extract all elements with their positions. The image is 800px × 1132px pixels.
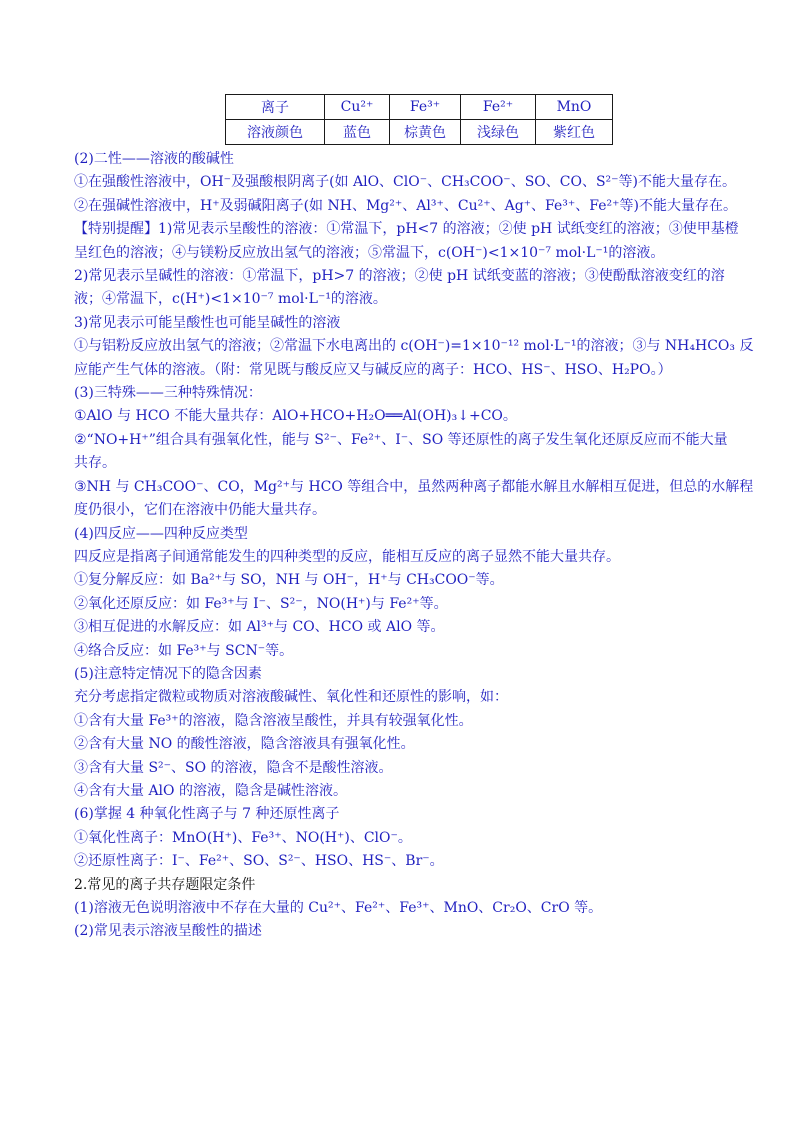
text-line: 共存。 — [74, 455, 116, 472]
table-cell: 紫红色 — [536, 120, 613, 145]
text-line: 液；④常温下，c(H⁺)<1×10⁻⁷ mol·L⁻¹的溶液。 — [74, 291, 387, 308]
section-heading: (2)二性——溶液的酸碱性 — [74, 151, 234, 167]
table-cell: 浅绿色 — [461, 120, 536, 145]
document-body — [74, 148, 754, 944]
text-line: ②“NO+H⁺”组合具有强氧化性，能与 S²⁻、Fe²⁺、I⁻、SO 等还原性的离子发生氧化还原反应而不能大量 — [74, 431, 728, 448]
table-cell: 蓝色 — [325, 120, 390, 145]
table-cell: 离子 — [226, 95, 325, 120]
text-line: 呈红色的溶液；④与镁粉反应放出氢气的溶液；⑤常温下，c(OH⁻)<1×10⁻⁷ mol·L⁻¹的溶液。 — [74, 244, 665, 261]
table-cell: Fe²⁺ — [461, 95, 536, 120]
text-line: ③NH 与 CH₃COO⁻、CO，Mg²⁺与 HCO 等组合中，虽然两种离子都能水解且水解相互促进，但总的水解程 — [74, 478, 754, 495]
text-line: 应能产生气体的溶液。（附：常见既与酸反应又与碱反应的离子：HCO、HS⁻、HSO、H₂PO。） — [74, 361, 672, 378]
text-line: ①氧化性离子：MnO(H⁺)、Fe³⁺、NO(H⁺)、ClO⁻。 — [74, 829, 412, 846]
text-line: 3)常见表示可能呈酸性也可能呈碱性的溶液 — [74, 314, 341, 331]
ion-color-table — [225, 94, 613, 145]
section-heading: (2)常见表示溶液呈酸性的描述 — [74, 923, 262, 940]
text-line: ④络合反应：如 Fe³⁺与 SCN⁻等。 — [74, 642, 294, 659]
text-line: ①与铝粉反应放出氢气的溶液；②常温下水电离出的 c(OH⁻)=1×10⁻¹² mol·L⁻¹的溶液；③与 NH₄HCO₃ 反 — [74, 338, 754, 355]
text-line: ①复分解反应：如 Ba²⁺与 SO，NH 与 OH⁻，H⁺与 CH₃COO⁻等。 — [74, 572, 504, 589]
text-line: ④含有大量 AlO 的溶液，隐含是碱性溶液。 — [74, 782, 347, 799]
text-line: ②含有大量 NO 的酸性溶液，隐含溶液具有强氧化性。 — [74, 736, 415, 753]
text-line: ②氧化还原反应：如 Fe³⁺与 I⁻、S²⁻，NO(H⁺)与 Fe²⁺等。 — [74, 595, 448, 612]
section-heading: 2.常见的离子共存题限定条件 — [74, 876, 256, 893]
text-line: ②还原性离子：I⁻、Fe²⁺、SO、S²⁻、HSO、HS⁻、Br⁻。 — [74, 853, 444, 870]
text-line: ③相互促进的水解反应：如 Al³⁺与 CO、HCO 或 AlO 等。 — [74, 619, 445, 636]
text-line: ①AlO 与 HCO 不能大量共存：AlO+HCO+H₂O══Al(OH)₃↓+CO。 — [74, 408, 517, 425]
text-line: 度仍很小，它们在溶液中仍能大量共存。 — [74, 502, 326, 519]
section-heading: (6)掌握 4 种氧化性离子与 7 种还原性离子 — [74, 806, 340, 823]
table-cell: MnO — [536, 95, 613, 120]
table-cell: Fe³⁺ — [390, 95, 461, 120]
text-line: 【特别提醒】1)常见表示呈酸性的溶液：①常温下，pH<7 的溶液；②使 pH 试纸变红的溶液；③使甲基橙 — [74, 221, 739, 238]
section-heading: (4)四反应——四种反应类型 — [74, 525, 248, 542]
text-line: 充分考虑指定微粒或物质对溶液酸碱性、氧化性和还原性的影响，如： — [74, 689, 508, 706]
table-cell: Cu²⁺ — [325, 95, 390, 120]
text-line: (1)溶液无色说明溶液中不存在大量的 Cu²⁺、Fe²⁺、Fe³⁺、MnO、Cr₂O、CrO 等。 — [74, 900, 603, 916]
section-heading: (3)三特殊——三种特殊情况： — [74, 385, 262, 402]
text-line: 四反应是指离子间通常能发生的四种类型的反应，能相互反应的离子显然不能大量共存。 — [74, 548, 620, 565]
table-cell: 棕黄色 — [390, 120, 461, 145]
text-line: 2)常见表示呈碱性的溶液：①常温下，pH>7 的溶液；②使 pH 试纸变蓝的溶液；③使酚酞溶液变红的溶 — [74, 268, 725, 285]
table-cell: 溶液颜色 — [226, 120, 325, 145]
text-line: ①在强酸性溶液中，OH⁻及强酸根阴离子(如 AlO、ClO⁻、CH₃COO⁻、SO、CO、S²⁻等)不能大量存在。 — [74, 174, 737, 191]
table-row — [226, 95, 613, 120]
text-line: ③含有大量 S²⁻、SO 的溶液，隐含不是酸性溶液。 — [74, 759, 393, 776]
text-line: ①含有大量 Fe³⁺的溶液，隐含溶液呈酸性，并具有较强氧化性。 — [74, 712, 473, 729]
section-heading: (5)注意特定情况下的隐含因素 — [74, 665, 262, 682]
text-line: ②在强碱性溶液中，H⁺及弱碱阳离子(如 NH、Mg²⁺、Al³⁺、Cu²⁺、Ag⁺、Fe³⁺、Fe²⁺等)不能大量存在。 — [74, 197, 737, 214]
table-row — [226, 120, 613, 145]
